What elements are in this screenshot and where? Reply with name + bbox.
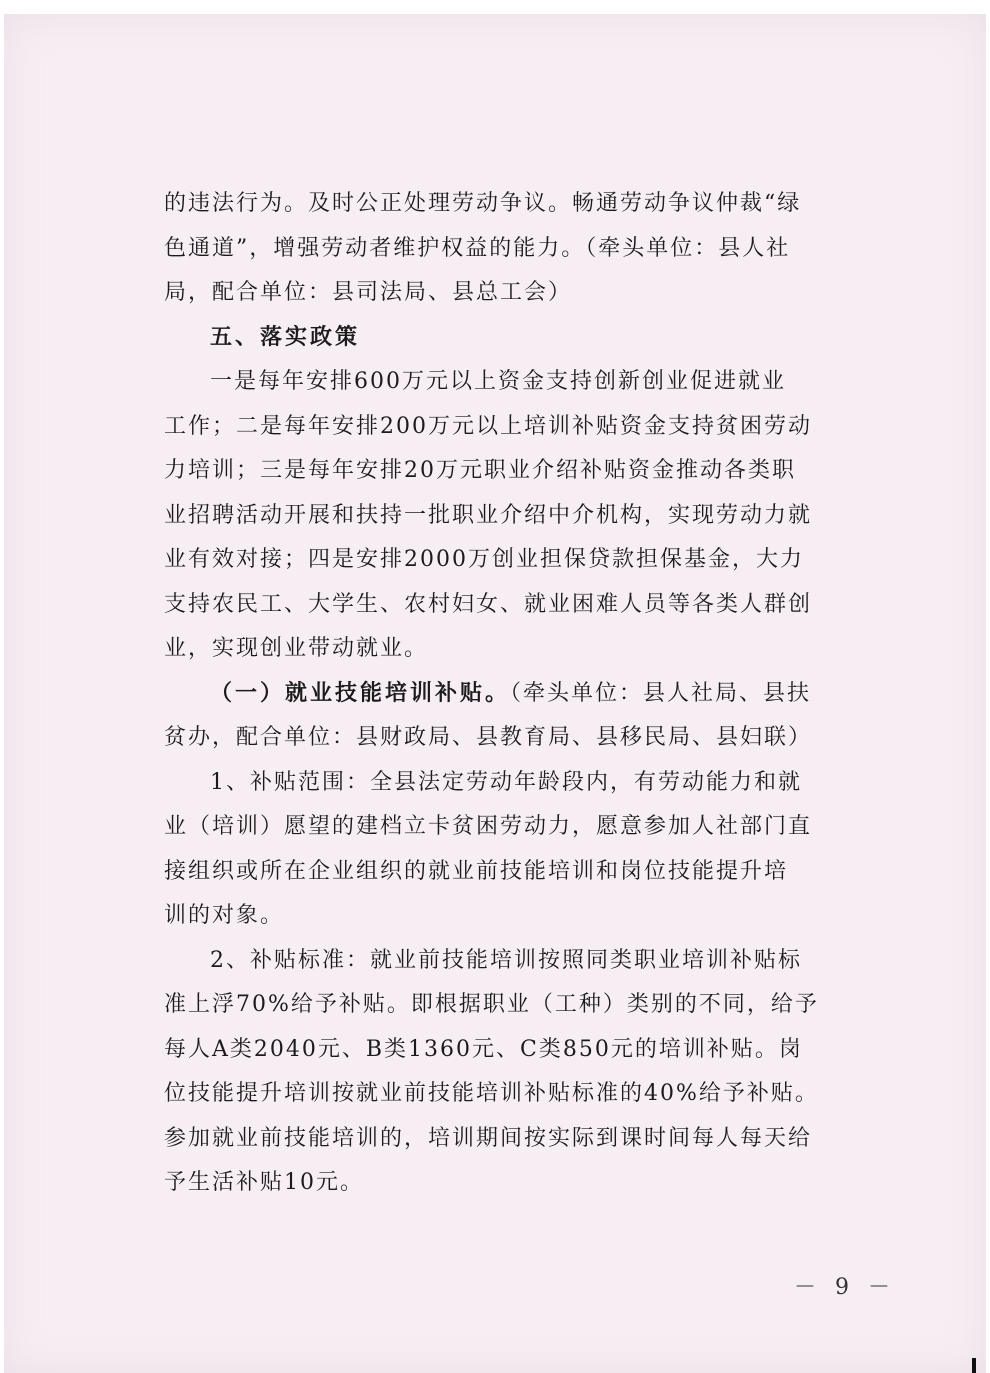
text-line: 业有效对接；四是安排2000万创业担保贷款担保基金，大力: [164, 547, 804, 572]
text-line: 接组织或所在企业组织的就业前技能培训和岗位技能提升培: [164, 858, 789, 884]
scan-edge-mark: [972, 1358, 976, 1373]
text-line: 每人A类2040元、B类1360元、C类850元的培训补贴。岗: [164, 1036, 803, 1062]
text-line: 位技能提升培训按就业前技能培训补贴标准的40%给予补贴。: [164, 1081, 819, 1106]
text-line: 业招聘活动开展和扶持一批职业介绍中介机构，实现劳动力就: [164, 502, 813, 528]
text-line: 业，实现创业带动就业。: [164, 636, 429, 661]
subsection-heading-suffix: （牵头单位：县人社局、县扶: [510, 680, 812, 706]
text-line: 工作；二是每年安排200万元以上培训补贴资金支持贫困劳动: [164, 413, 812, 439]
text-line: 1、补贴范围：全县法定劳动年龄段内，有劳动能力和就: [210, 769, 802, 795]
document-body: [164, 182, 859, 1206]
text-line: 予生活补贴10元。: [164, 1170, 364, 1195]
text-line: 业（培训）愿望的建档立卡贫困劳动力，愿意参加人社部门直: [164, 814, 813, 839]
text-line: 力培训；三是每年安排20万元职业介绍补贴资金推动各类职: [164, 458, 796, 483]
text-line: 2、补贴标准：就业前技能培训按照同类职业培训补贴标: [210, 947, 802, 973]
text-line: 色通道”，增强劳动者维护权益的能力。（牵头单位：县人社: [164, 235, 791, 261]
section-heading: 五、落实政策: [210, 324, 361, 350]
document-page: [4, 14, 986, 1373]
text-line: 训的对象。: [164, 903, 285, 928]
text-line: 准上浮70%给予补贴。即根据职业（工种）类别的不同，给予: [164, 992, 819, 1017]
text-line: 的违法行为。及时公正处理劳动争议。畅通劳动争议仲裁“绿: [164, 191, 802, 216]
text-line: 局，配合单位：县司法局、县总工会）: [164, 280, 573, 305]
text-line: 贫办，配合单位：县财政局、县教育局、县移民局、县妇联）: [164, 725, 813, 750]
text-line: 参加就业前技能培训的，培训期间按实际到课时间每人每天给: [164, 1125, 813, 1151]
subsection-heading: （一）就业技能培训补贴。: [210, 680, 511, 706]
subsection-heading-line: [164, 672, 859, 717]
page-number: － 9 －: [794, 1275, 896, 1300]
text-line: 一是每年安排600万元以上资金支持创新创业促进就业: [210, 369, 786, 394]
text-line: 支持农民工、大学生、农村妇女、就业困难人员等各类人群创: [164, 591, 813, 617]
